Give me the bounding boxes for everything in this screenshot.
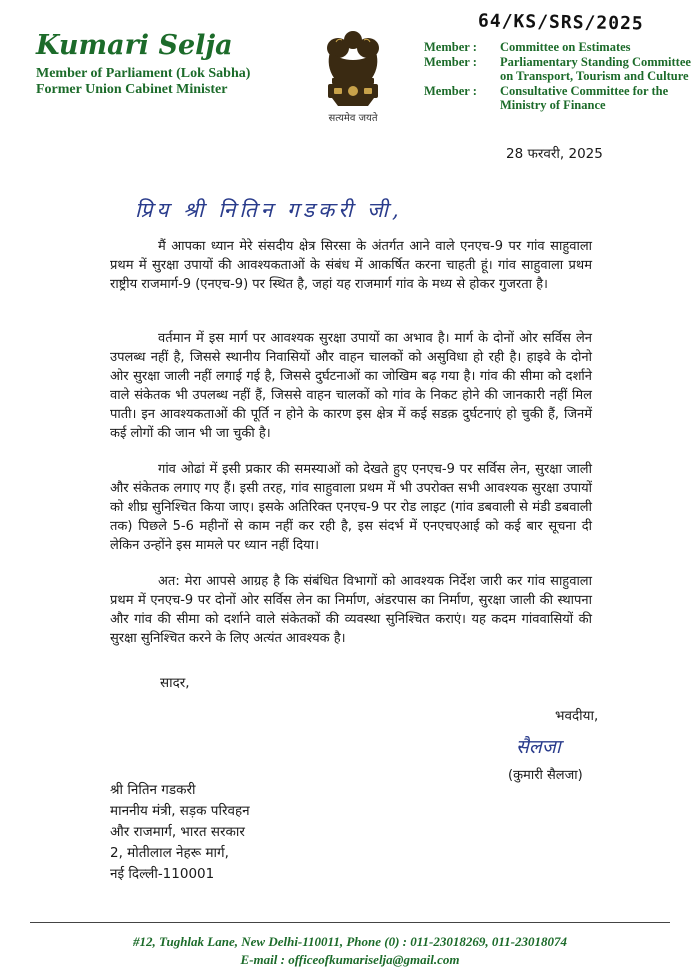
membership-row: [424, 40, 696, 55]
membership-label: Member :: [424, 40, 477, 54]
membership-line: Parliamentary Standing Committee: [500, 54, 691, 69]
recipient-line: नई दिल्ली-110001: [110, 866, 215, 882]
sender-role-line1: Member of Parliament (Lok Sabha): [36, 66, 251, 81]
body-paragraph: मैं आपका ध्यान मेरे संसदीय क्षेत्र सिरसा के अंतर्गत आने वाले एनएच-9 पर गांव साहुवाला प्रथम में सुरक्षा उपायों की आवश्यकताओं के संबंध में आकर्षित करना चाहती हूं। गांव साहुवाला प्रथम राष्ट्रीय राजमार्ग-9 (एनएच-9) पर स्थित है, जहां यह राजमार्ग गांव के मध्य से होकर गुजरता है।: [110, 239, 592, 292]
footer-divider: [30, 922, 670, 923]
signer-name: (कुमारी सैलजा): [508, 768, 583, 783]
body-paragraph: अत: मेरा आपसे आग्रह है कि संबंधित विभागों को आवश्यक निर्देश जारी कर गांव साहुवाला प्रथम में एनएच-9 पर दोनों ओर सर्विस लेन का निर्माण, अंडरपास का निर्माण, सुरक्षा जाली की स्थापना और गांव की सीमा को दर्शाने वाले संकेतकों की व्यवस्था सुनिश्चित कराएं। यह कदम गांववासियों की सुरक्षा सुनिश्चित करने के लिए अत्यंत आवश्यक है।: [110, 574, 592, 646]
membership-row: [424, 55, 696, 84]
regards-text: सादर,: [160, 675, 190, 691]
membership-line: Committee on Estimates: [500, 40, 631, 54]
footer-contact: #12, Tughlak Lane, New Delhi-110011, Phone (0) : 011-23018269, 011-23018074: [133, 934, 567, 949]
signature: सैलजा: [516, 736, 561, 758]
national-emblem-icon: [316, 26, 390, 116]
recipient-line: श्री नितिन गडकरी: [110, 782, 196, 798]
sender-name: Kumari Selja: [36, 30, 233, 61]
emblem-motto: सत्यमेव जयते: [328, 113, 378, 124]
membership-row: [424, 84, 696, 113]
membership-label: Member :: [424, 83, 477, 98]
committee-memberships: [424, 40, 696, 113]
recipient-line: और राजमार्ग, भारत सरकार: [110, 824, 245, 840]
membership-line: Consultative Committee for the: [500, 83, 669, 98]
membership-line: Ministry of Finance: [500, 98, 606, 112]
footer-email: E-mail : officeofkumariselja@gmail.com: [240, 952, 460, 967]
letter-date: 28 फरवरी, 2025: [506, 146, 603, 162]
body-paragraph: वर्तमान में इस मार्ग पर आवश्यक सुरक्षा उपायों का अभाव है। मार्ग के दोनों ओर सर्विस लेन उपलब्ध नहीं है, जिससे स्थानीय निवासियों और वाहन चालकों को असुविधा हो रही है। हाइवे के दोनो ओर सुरक्षा जाली नहीं लगाई गई है, जिससे दुर्घटनाओं का जोखिम बढ़ गया है। गांव की सीमा को दर्शाने वाले संकेतक भी उपलब्ध नहीं हैं, जिससे वाहन चालकों को गांव के निकट होने की जानकारी नहीं मिल पाती। इन आवश्यकताओं की पूर्ति न होने के कारण इस क्षेत्र में कई सडक़ दुर्घटनाएं हो चुकी हैं, जिनमें कई लोगों की जान भी जा चुकी है।: [110, 331, 592, 441]
body-paragraph: गांव ओढां में इसी प्रकार की समस्याओं को देखते हुए एनएच-9 पर सर्विस लेन, सुरक्षा जाली और संकेतक लगाए गए हैं। इसी तरह, गांव साहुवाला प्रथम में भी उपरोक्त सभी आवश्यक सुरक्षा उपायों को शीघ्र सुनिश्चित किया जाए। इसके अतिरिक्त एनएच-9 पर रोड लाइट (गांव डबवाली से मंडी डबवाली तक) पिछले 5-6 महीनों से काम नहीं कर रही है, इस संदर्भ में एनएचएआई को कई बार सूचना दी लेकिन उन्होंने इस मामले पर ध्यान नहीं दिया।: [110, 462, 592, 553]
sender-role-line2: Former Union Cabinet Minister: [36, 82, 228, 97]
recipient-line: 2, मोतीलाल नेहरू मार्ग,: [110, 845, 229, 861]
salutation: प्रिय श्री नितिन गडकरी जी,: [135, 198, 403, 222]
membership-line: on Transport, Tourism and Culture: [500, 69, 689, 83]
closing-text: भवदीया,: [555, 708, 599, 724]
membership-label: Member :: [424, 54, 477, 69]
recipient-line: माननीय मंत्री, सड़क परिवहन: [110, 803, 250, 819]
reference-number: 64/KS/SRS/2025: [477, 10, 644, 35]
recipient-address: [110, 780, 250, 885]
